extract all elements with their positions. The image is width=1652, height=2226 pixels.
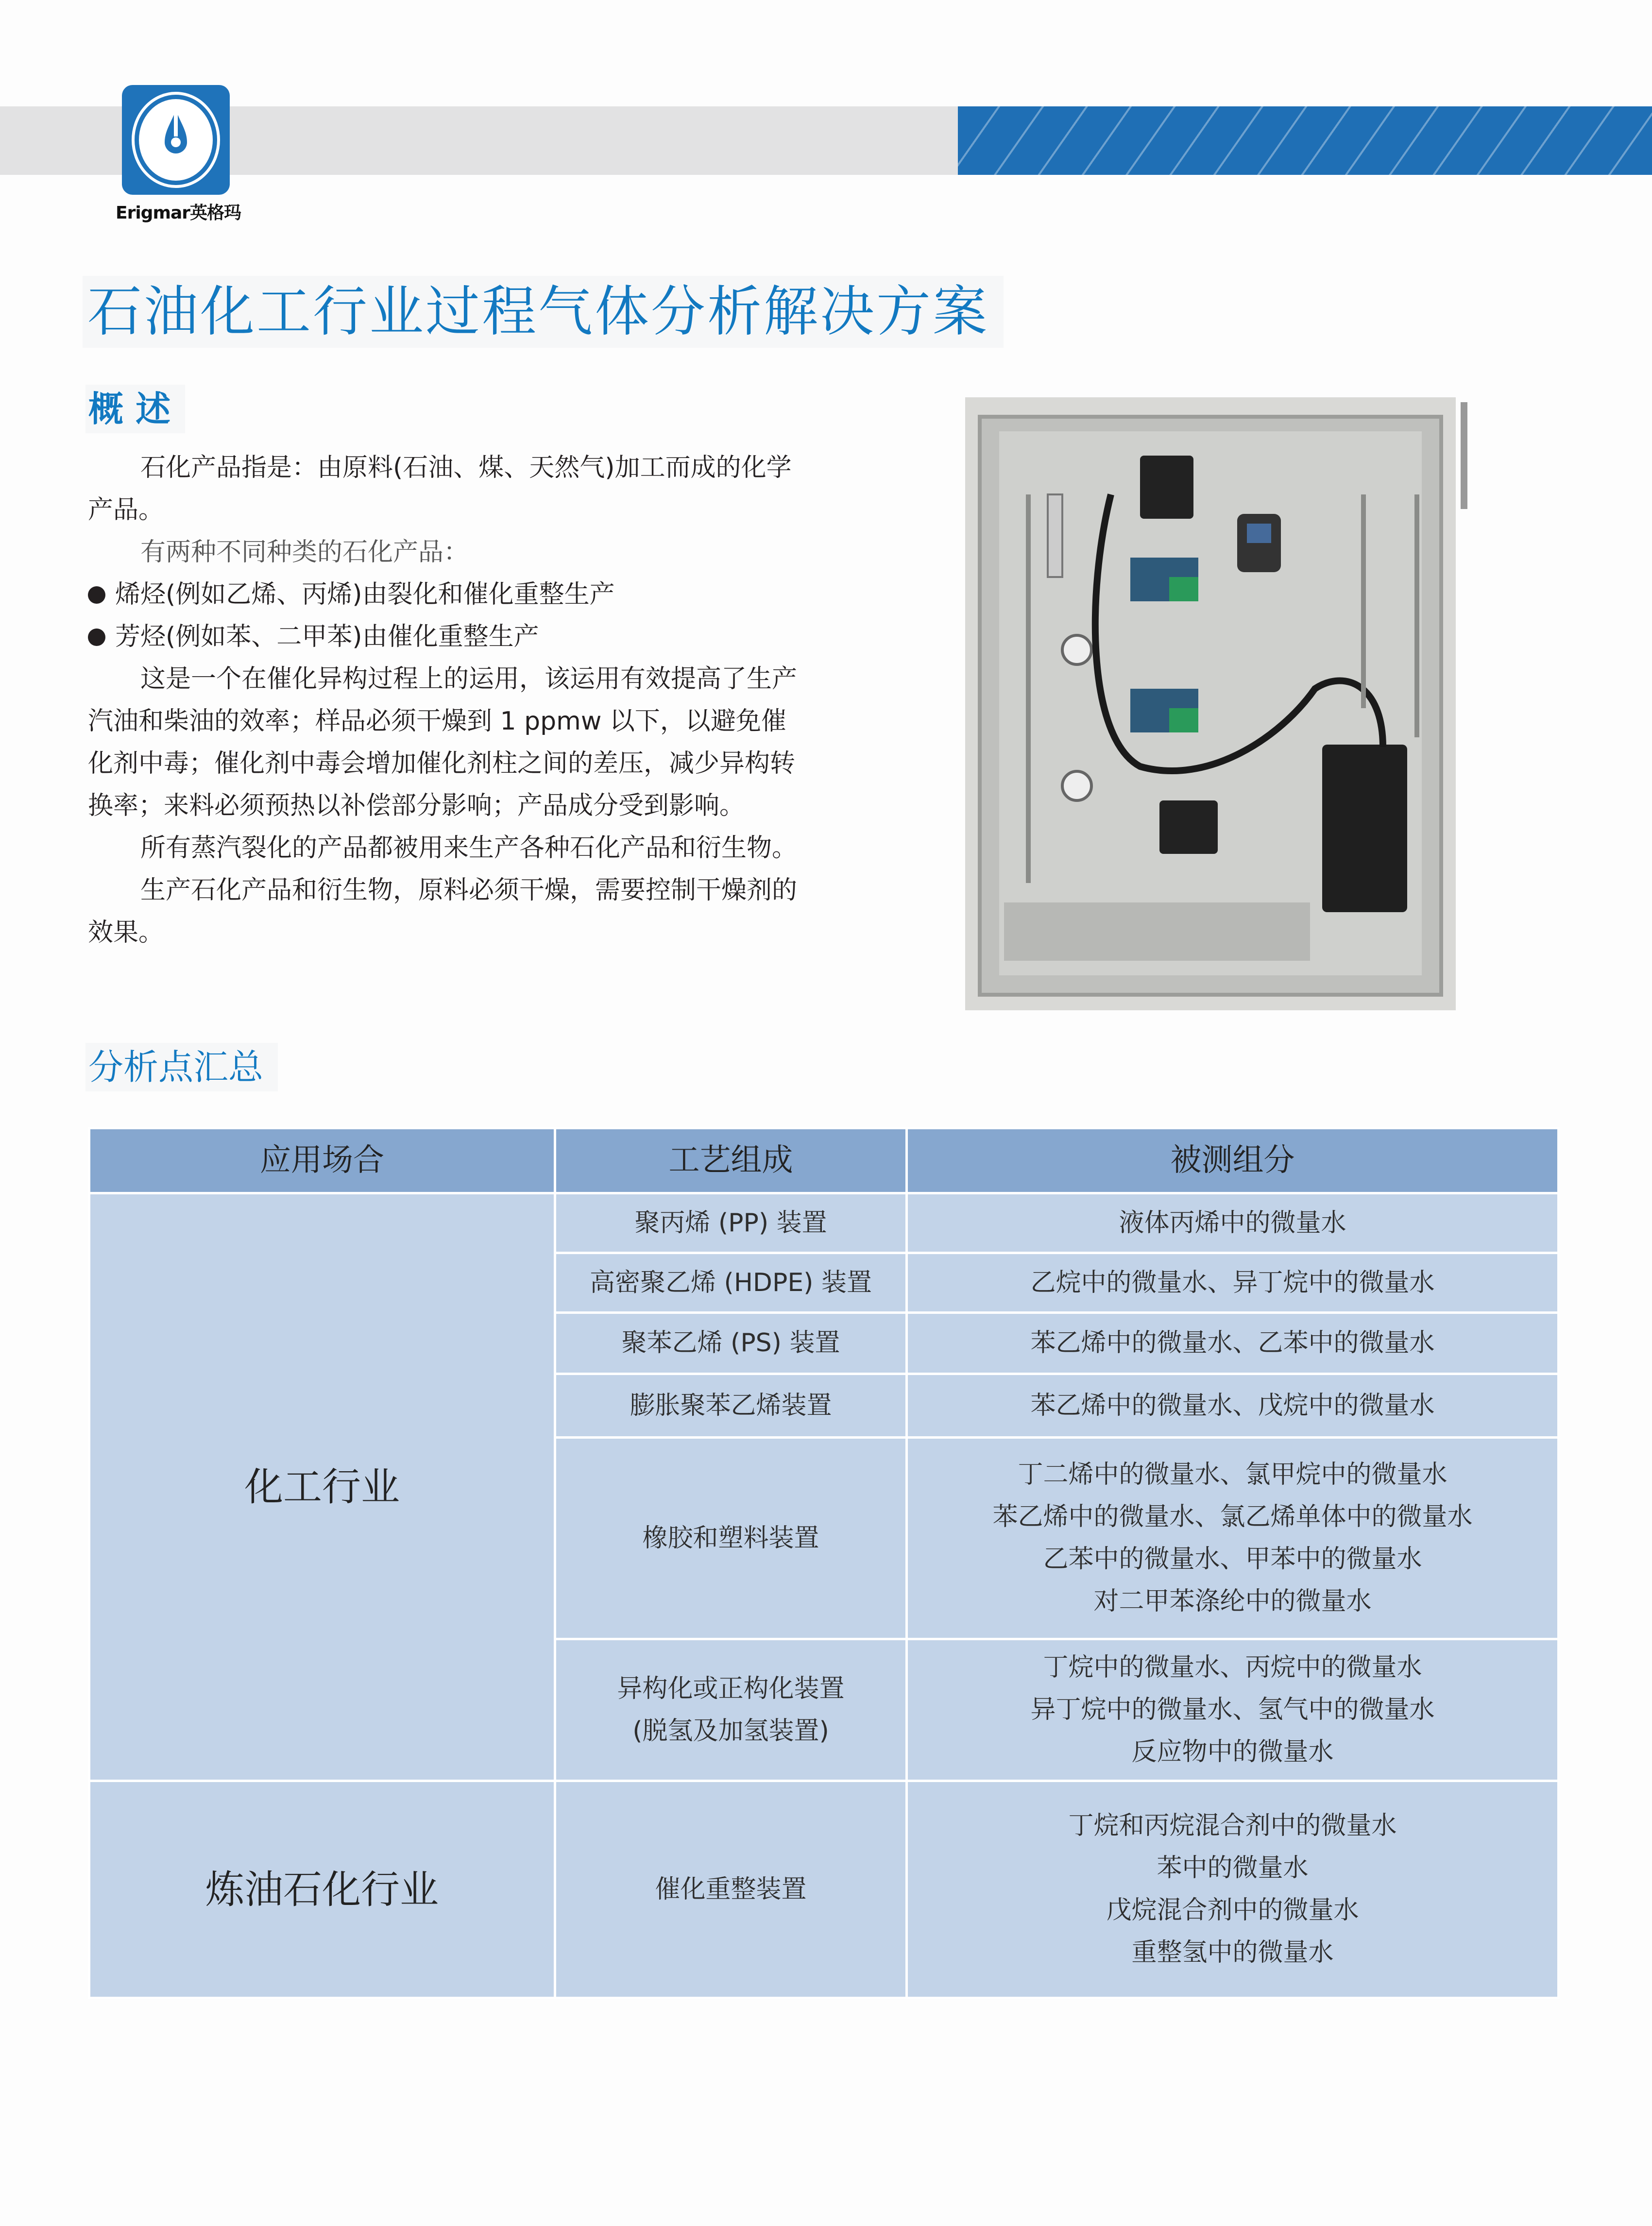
overview-paragraph: 所有蒸汽裂化的产品都被用来生产各种石化产品和衍生物。 — [140, 833, 798, 863]
overview-paragraph: 石化产品指是：由原料(石油、煤、天然气)加工而成的化学产品。 — [88, 453, 792, 525]
components-cell: 液体丙烯中的微量水 — [907, 1193, 1559, 1253]
component-line: 苯乙烯中的微量水、氯乙烯单体中的微量水 — [992, 1502, 1473, 1531]
bullet-item — [88, 574, 802, 616]
overview-text — [88, 447, 802, 954]
bullet-icon — [88, 586, 105, 604]
component-line: 丁烷和丙烷混合剂中的微量水 — [1068, 1811, 1397, 1840]
component-line: 苯中的微量水 — [1157, 1853, 1309, 1883]
column-header: 应用场合 — [89, 1128, 555, 1193]
process-cell: 高密聚乙烯 (HDPE) 装置 — [555, 1253, 907, 1313]
overview-paragraph: 有两种不同种类的石化产品： — [140, 538, 469, 567]
component-line: 丁二烯中的微量水、氯甲烷中的微量水 — [1018, 1460, 1448, 1489]
column-header: 被测组分 — [907, 1128, 1559, 1193]
table-header-row — [89, 1128, 1559, 1193]
component-line: 反应物中的微量水 — [1131, 1737, 1334, 1767]
components-cell: 苯乙烯中的微量水、乙苯中的微量水 — [907, 1313, 1559, 1374]
summary-heading: 分析点汇总 — [85, 1043, 278, 1091]
bullet-text: 芳烃(例如苯、二甲苯)由催化重整生产 — [115, 622, 539, 651]
component-line: 乙苯中的微量水、甲苯中的微量水 — [1043, 1545, 1422, 1574]
components-cell — [907, 1438, 1559, 1639]
process-cell: 聚丙烯 (PP) 装置 — [555, 1193, 907, 1253]
process-cell — [555, 1639, 907, 1781]
process-cell: 橡胶和塑料装置 — [555, 1438, 907, 1639]
overview-paragraph: 生产石化产品和衍生物，原料必须干燥，需要控制干燥剂的效果。 — [88, 876, 798, 947]
component-line: 对二甲苯涤纶中的微量水 — [1093, 1587, 1372, 1616]
bullet-text: 烯烃(例如乙烯、丙烯)由裂化和催化重整生产 — [115, 580, 615, 609]
page-title: 石油化工行业过程气体分析解决方案 — [83, 276, 1004, 348]
components-cell — [907, 1781, 1559, 1998]
column-header: 工艺组成 — [555, 1128, 907, 1193]
process-line: (脱氢及加氢装置) — [632, 1716, 829, 1746]
analyzer-cabinet-photo — [965, 397, 1470, 1010]
process-cell: 催化重整装置 — [555, 1781, 907, 1998]
overview-paragraph: 这是一个在催化异构过程上的运用，该运用有效提高了生产汽油和柴油的效率；样品必须干燥到 1 ppmw 以下，以避免催化剂中毒；催化剂中毒会增加催化剂柱之间的差压，减少异构转换率；来料必须预热以补偿部分影响；产品成分受到影响。 — [88, 664, 798, 820]
process-cell: 膨胀聚苯乙烯装置 — [555, 1374, 907, 1438]
overview-heading: 概 述 — [85, 385, 185, 433]
components-cell — [907, 1639, 1559, 1781]
process-line: 异构化或正构化装置 — [617, 1674, 845, 1703]
table-row — [89, 1193, 1559, 1253]
logo-text: Erigmar英格玛 — [115, 203, 241, 223]
components-cell: 乙烷中的微量水、异丁烷中的微量水 — [907, 1253, 1559, 1313]
bullet-item — [88, 616, 802, 658]
component-line: 丁烷中的微量水、丙烷中的微量水 — [1043, 1653, 1422, 1682]
components-cell: 苯乙烯中的微量水、戊烷中的微量水 — [907, 1374, 1559, 1438]
company-logo-icon — [122, 85, 230, 195]
table-row — [89, 1781, 1559, 1998]
analysis-summary-table — [88, 1127, 1560, 1999]
component-line: 重整氢中的微量水 — [1131, 1938, 1334, 1967]
header-blue-striped-band — [958, 106, 1652, 175]
bullet-icon — [88, 629, 105, 646]
component-line: 异丁烷中的微量水、氢气中的微量水 — [1030, 1695, 1435, 1724]
industry-cell: 化工行业 — [89, 1193, 555, 1781]
component-line: 戊烷混合剂中的微量水 — [1106, 1896, 1359, 1925]
industry-cell: 炼油石化行业 — [89, 1781, 555, 1998]
process-cell: 聚苯乙烯 (PS) 装置 — [555, 1313, 907, 1374]
